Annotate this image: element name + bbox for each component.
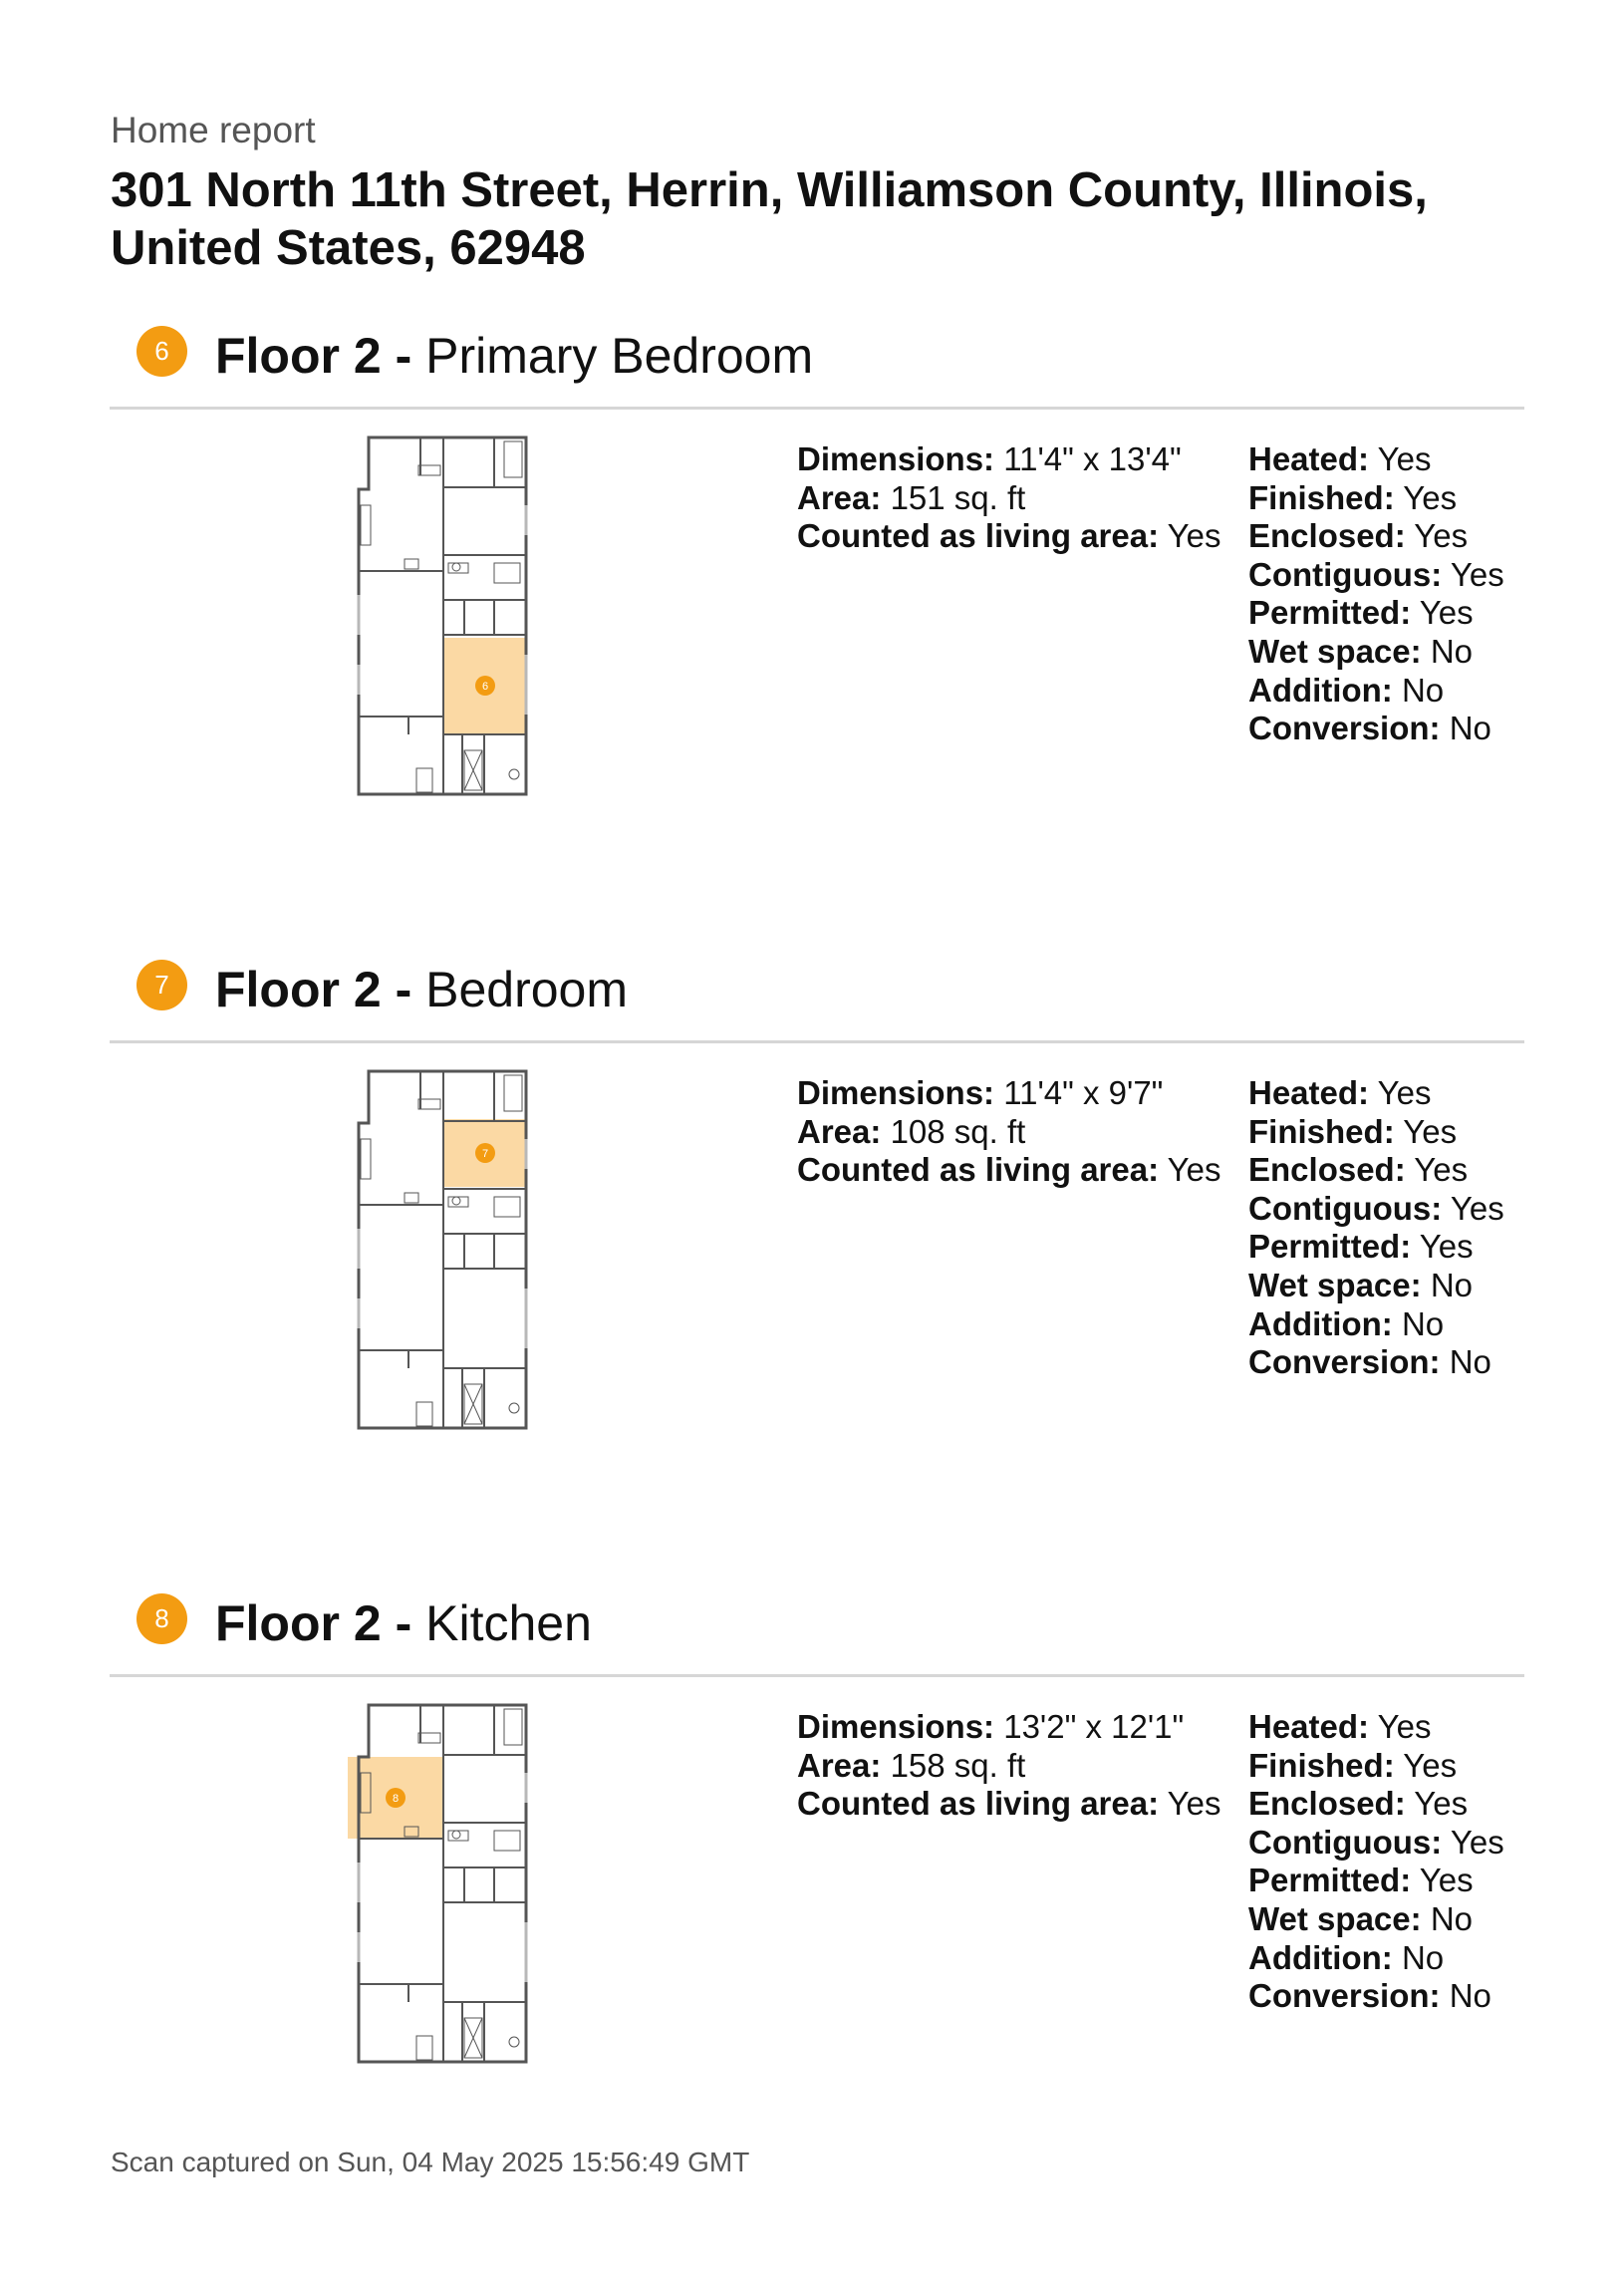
attribute-value: Yes [1414, 517, 1469, 555]
attribute-label: Heated [1248, 1708, 1359, 1745]
attribute-label: Heated [1248, 1074, 1359, 1111]
attribute-value: Yes [1419, 1228, 1474, 1266]
label-colon: : [870, 478, 882, 516]
attribute-value: No [1430, 1266, 1473, 1303]
detail-label: Area [797, 1112, 871, 1150]
label-colon: : [1410, 1899, 1422, 1937]
detail-row [797, 1747, 1221, 1786]
detail-row [797, 1074, 1221, 1113]
label-colon: : [1383, 1112, 1395, 1150]
attribute-value: Yes [1403, 478, 1458, 516]
floor-plan-thumbnail [345, 1703, 534, 2064]
attribute-row [1248, 440, 1504, 479]
attribute-value: Yes [1414, 1785, 1469, 1823]
attribute-row [1248, 1708, 1504, 1747]
attribute-value: No [1449, 1343, 1491, 1381]
room-section [0, 1593, 1623, 2191]
label-colon: : [1400, 1228, 1412, 1266]
room-details [797, 440, 1221, 556]
floor-plan-svg [345, 435, 534, 796]
label-colon: : [983, 1708, 995, 1745]
room-attributes [1248, 1708, 1504, 2016]
room-name: Kitchen [425, 1595, 592, 1651]
attribute-label: Finished [1248, 478, 1384, 516]
label-colon: : [1429, 710, 1441, 747]
attribute-value: Yes [1377, 1074, 1432, 1111]
detail-row [797, 1708, 1221, 1747]
room-details [797, 1074, 1221, 1190]
attribute-value: Yes [1377, 440, 1432, 477]
attribute-row [1248, 1343, 1504, 1382]
detail-value: 158 sq. ft [890, 1746, 1026, 1784]
label-colon: : [1148, 1151, 1160, 1189]
attribute-label: Permitted [1248, 594, 1401, 632]
attribute-value: Yes [1419, 1862, 1474, 1899]
label-colon: : [1148, 517, 1160, 555]
detail-label: Dimensions [797, 440, 984, 477]
label-colon: : [1429, 1343, 1441, 1381]
attribute-value: Yes [1403, 1112, 1458, 1150]
label-colon: : [870, 1746, 882, 1784]
attribute-value: No [1401, 671, 1445, 709]
attribute-value: No [1430, 1899, 1473, 1937]
property-address: 301 North 11th Street, Herrin, Williamson County, Illinois, United States, 62948 [111, 163, 1428, 275]
label-colon: : [1381, 1938, 1393, 1976]
attribute-label: Wet space [1248, 1899, 1411, 1937]
section-divider [110, 1040, 1524, 1043]
label-colon: : [1431, 555, 1443, 593]
detail-label: Area [797, 478, 871, 516]
attribute-value: Yes [1419, 594, 1474, 632]
attribute-row [1248, 517, 1504, 556]
room-number-badge: 8 [136, 1593, 187, 1644]
attribute-value: Yes [1414, 1151, 1469, 1189]
attribute-label: Addition [1248, 1304, 1382, 1342]
attribute-row [1248, 1824, 1504, 1863]
attribute-row [1248, 479, 1504, 518]
attribute-row [1248, 1228, 1504, 1267]
attribute-row [1248, 1190, 1504, 1229]
title-dash: - [381, 328, 426, 384]
attribute-row [1248, 1113, 1504, 1152]
attribute-label: Enclosed [1248, 1785, 1395, 1823]
attribute-label: Conversion [1248, 710, 1430, 747]
attribute-label: Permitted [1248, 1862, 1401, 1899]
detail-value: 13'2" x 12'1" [1003, 1708, 1185, 1745]
attribute-value: Yes [1450, 555, 1504, 593]
room-number-badge: 6 [136, 326, 187, 377]
attribute-row [1248, 1305, 1504, 1344]
detail-row [797, 440, 1221, 479]
label-colon: : [1429, 1977, 1441, 2015]
attribute-value: No [1430, 632, 1473, 670]
detail-label: Area [797, 1746, 871, 1784]
detail-row [797, 1785, 1221, 1824]
room-marker-label: 6 [481, 681, 489, 693]
attribute-value: Yes [1450, 1823, 1504, 1861]
floor-plan-thumbnail [345, 1069, 534, 1430]
attribute-label: Wet space [1248, 1266, 1411, 1303]
scan-timestamp: Scan captured on Sun, 04 May 2025 15:56:49 GMT [111, 2147, 750, 2177]
detail-label: Dimensions [797, 1708, 984, 1745]
label-colon: : [1394, 517, 1406, 555]
detail-value: 11'4" x 13'4" [1003, 440, 1182, 477]
floor-plan-svg [345, 1703, 534, 2064]
detail-value: 151 sq. ft [890, 478, 1026, 516]
label-colon: : [1381, 671, 1393, 709]
detail-value: Yes [1167, 517, 1221, 555]
detail-row [797, 1113, 1221, 1152]
attribute-label: Contiguous [1248, 555, 1432, 593]
title-dash: - [381, 962, 426, 1017]
floor-label: Floor 2 [215, 962, 382, 1017]
attribute-label: Heated [1248, 440, 1359, 477]
attribute-value: Yes [1403, 1746, 1458, 1784]
room-number-badge: 7 [136, 960, 187, 1010]
attribute-label: Finished [1248, 1112, 1384, 1150]
room-marker-label: 8 [392, 1793, 400, 1805]
attribute-label: Conversion [1248, 1977, 1430, 2015]
attribute-row [1248, 1151, 1504, 1190]
attribute-row [1248, 1900, 1504, 1939]
label-colon: : [1410, 1266, 1422, 1303]
label-colon: : [1400, 1862, 1412, 1899]
label-colon: : [1431, 1823, 1443, 1861]
room-section [0, 326, 1623, 924]
attribute-value: No [1401, 1938, 1445, 1976]
attribute-row [1248, 1074, 1504, 1113]
label-colon: : [1394, 1151, 1406, 1189]
attribute-row [1248, 1977, 1504, 2016]
detail-value: 108 sq. ft [890, 1112, 1026, 1150]
label-colon: : [1358, 440, 1370, 477]
room-attributes [1248, 1074, 1504, 1382]
detail-row [797, 517, 1221, 556]
attribute-row [1248, 1267, 1504, 1305]
label-colon: : [1431, 1189, 1443, 1227]
detail-value: 11'4" x 9'7" [1003, 1074, 1164, 1111]
attribute-label: Finished [1248, 1746, 1384, 1784]
label-colon: : [983, 1074, 995, 1111]
attribute-label: Wet space [1248, 632, 1411, 670]
attribute-row [1248, 633, 1504, 672]
room-title [215, 1595, 592, 1651]
detail-label: Counted as living area [797, 517, 1149, 555]
label-colon: : [983, 440, 995, 477]
detail-label: Counted as living area [797, 1785, 1149, 1823]
attribute-label: Enclosed [1248, 1151, 1395, 1189]
room-attributes [1248, 440, 1504, 748]
label-colon: : [1358, 1074, 1370, 1111]
detail-value: Yes [1167, 1151, 1221, 1189]
attribute-value: No [1401, 1304, 1445, 1342]
attribute-value: No [1449, 1977, 1491, 2015]
attribute-row [1248, 1939, 1504, 1978]
attribute-value: Yes [1450, 1189, 1504, 1227]
label-colon: : [1394, 1785, 1406, 1823]
attribute-label: Addition [1248, 671, 1382, 709]
attribute-row [1248, 672, 1504, 711]
attribute-label: Enclosed [1248, 517, 1395, 555]
title-dash: - [381, 1595, 426, 1651]
room-marker-label: 7 [481, 1148, 489, 1160]
attribute-row [1248, 1747, 1504, 1786]
fixtures [361, 441, 522, 792]
attribute-label: Conversion [1248, 1343, 1430, 1381]
interior-walls [359, 437, 526, 794]
floor-plan-svg [345, 1069, 534, 1430]
label-colon: : [1148, 1785, 1160, 1823]
attribute-row [1248, 556, 1504, 595]
attribute-row [1248, 594, 1504, 633]
room-title [215, 962, 628, 1017]
detail-value: Yes [1167, 1785, 1221, 1823]
room-name: Primary Bedroom [425, 328, 814, 384]
label-colon: : [1358, 1708, 1370, 1745]
label-colon: : [1383, 1746, 1395, 1784]
detail-label: Counted as living area [797, 1151, 1149, 1189]
room-name: Bedroom [425, 962, 629, 1017]
floor-label: Floor 2 [215, 328, 382, 384]
detail-label: Dimensions [797, 1074, 984, 1111]
section-divider [110, 1674, 1524, 1677]
label-colon: : [1381, 1304, 1393, 1342]
detail-row [797, 1151, 1221, 1190]
label-colon: : [1383, 478, 1395, 516]
attribute-value: No [1449, 710, 1491, 747]
attribute-value: Yes [1377, 1708, 1432, 1745]
label-colon: : [870, 1112, 882, 1150]
report-kicker: Home report [111, 110, 316, 150]
section-divider [110, 407, 1524, 410]
attribute-label: Contiguous [1248, 1823, 1432, 1861]
attribute-label: Addition [1248, 1938, 1382, 1976]
detail-row [797, 479, 1221, 518]
room-title [215, 328, 813, 384]
floor-label: Floor 2 [215, 1595, 382, 1651]
attribute-row [1248, 710, 1504, 748]
label-colon: : [1410, 632, 1422, 670]
floor-plan-thumbnail [345, 435, 534, 796]
attribute-label: Permitted [1248, 1228, 1401, 1266]
attribute-row [1248, 1785, 1504, 1824]
room-section [0, 960, 1623, 1558]
label-colon: : [1400, 594, 1412, 632]
attribute-row [1248, 1862, 1504, 1900]
attribute-label: Contiguous [1248, 1189, 1432, 1227]
room-details [797, 1708, 1221, 1824]
